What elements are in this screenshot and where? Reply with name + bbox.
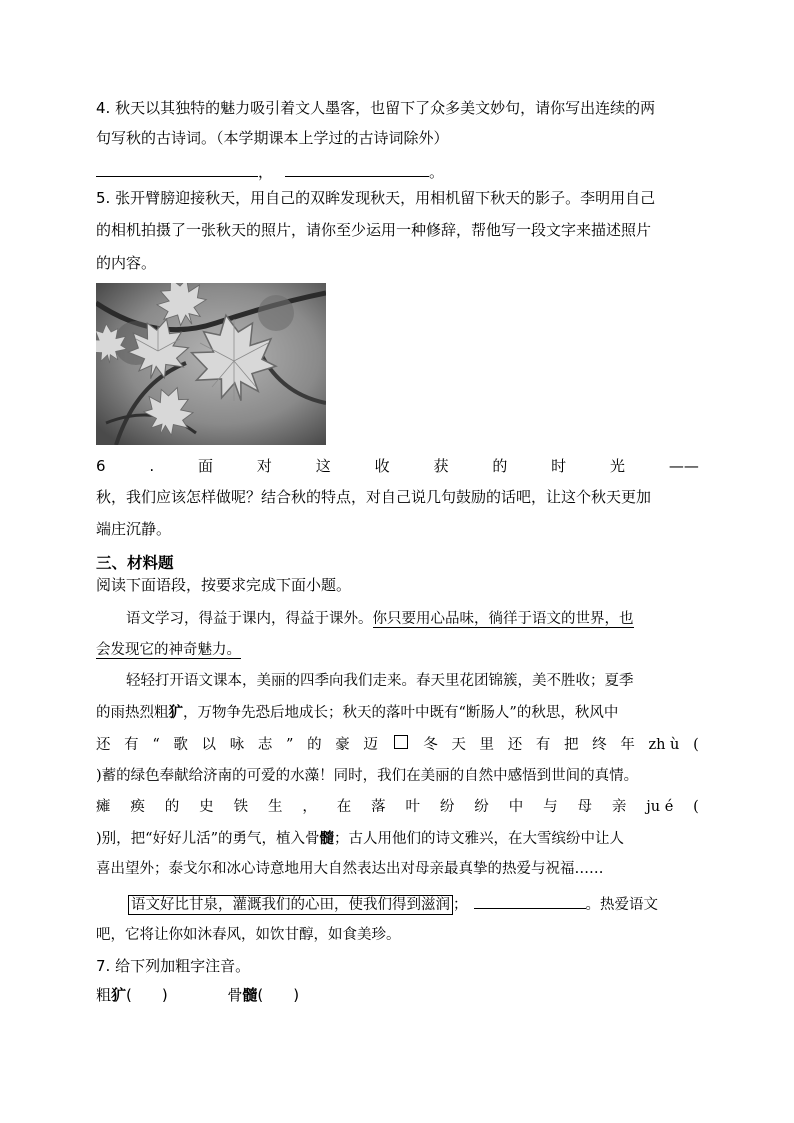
q6-line-3: 端庄沉静。	[96, 520, 172, 538]
bold-char: 犷	[168, 704, 183, 721]
q4-line-1: 4. 秋天以其独特的魅力吸引着文人墨客，也留下了众多美文妙句，请你写出连续的两	[96, 99, 656, 117]
bold-char: 髓	[242, 986, 258, 1004]
q7-title: 7. 给下列加粗字注音。	[96, 957, 251, 975]
q4-line-2: 句写秋的古诗词。（本学期课本上学过的古诗词除外）	[96, 129, 449, 147]
q6-line-1: 6 . 面 对 这 收 获 的 时 光 ——	[96, 457, 699, 475]
punctuation-blank-box[interactable]	[394, 735, 408, 749]
passage-p2-line-5: 瘫 痪 的 史 铁 生 ， 在 落 叶 纷 纷 中 与 母 亲 ju é (	[96, 799, 699, 815]
underlined-sentence: 你只要用心品味，徜徉于语文的世界，也	[372, 611, 634, 627]
q5-line-3: 的内容。	[96, 254, 157, 272]
answer-blank-2[interactable]	[285, 160, 429, 177]
boxed-sentence: 语文好比甘泉，灌溉我们的心田，使我们得到滋润	[128, 895, 453, 915]
pinyin-answer-1[interactable]: ( )	[126, 986, 168, 1004]
section-heading: 三、材料题	[96, 554, 174, 572]
passage-p3-line-1: 语文好比甘泉，灌溉我们的心田，使我们得到滋润 ； 。热爱语文	[128, 892, 658, 915]
passage-p1-line-1: 语文学习，得益于课内，得益于课外。你只要用心品味，徜徉于语文的世界，也	[126, 611, 634, 627]
passage-p2-line-6: )别，把“好好儿活”的勇气，植入骨髓；古人用他们的诗文雅兴，在大雪缤纷中让人	[96, 830, 624, 847]
passage-p2-line-1: 轻轻打开语文课本，美丽的四季向我们走来。春天里花团锦簇，美不胜收；夏季	[126, 673, 634, 689]
bold-char: 髓	[319, 830, 334, 847]
q5-line-2: 的相机拍摄了一张秋天的照片，请你至少运用一种修辞，帮他写一段文字来描述照片	[96, 221, 652, 239]
q7-items: 粗犷( ) 骨髓( )	[96, 986, 300, 1004]
passage-p3-line-2: 吧，它将让你如沐春风，如饮甘醇，如食美珍。	[96, 927, 401, 943]
passage-p2-line-2: 的雨热烈粗犷，万物争先恐后地成长；秋天的落叶中既有“断肠人”的秋思，秋风中	[96, 704, 619, 721]
passage-p2-line-7: 喜出望外；泰戈尔和冰心诗意地用大自然表达出对母亲最真挚的热爱与祝福……	[96, 861, 604, 877]
pinyin-answer-2[interactable]: ( )	[257, 986, 300, 1004]
q4-answer-line: ， 。	[96, 160, 444, 182]
q5-line-1: 5. 张开臂膀迎接秋天，用自己的双眸发现秋天，用相机留下秋天的影子。李明用自己	[96, 189, 656, 207]
q6-line-2: 秋，我们应该怎样做呢？结合秋的特点，对自己说几句鼓励的话吧，让这个秋天更加	[96, 488, 652, 506]
passage-p1-line-2: 会发现它的神奇魅力。	[96, 642, 241, 658]
bold-char: 犷	[111, 986, 127, 1004]
passage-p2-line-4: )蓄的绿色奉献给济南的可爱的水藻！同时，我们在美丽的自然中感悟到世间的真情。	[96, 768, 639, 784]
answer-blank-1[interactable]	[96, 160, 258, 177]
answer-blank-3[interactable]	[474, 892, 586, 909]
passage-p2-line-3: 还 有 “ 歌 以 咏 志 ” 的 豪 迈 冬 天 里 还 有 把 终 年 zh ù (	[96, 737, 699, 753]
section-instruction: 阅读下面语段，按要求完成下面小题。	[96, 576, 352, 594]
autumn-leaves-photo	[96, 283, 326, 445]
